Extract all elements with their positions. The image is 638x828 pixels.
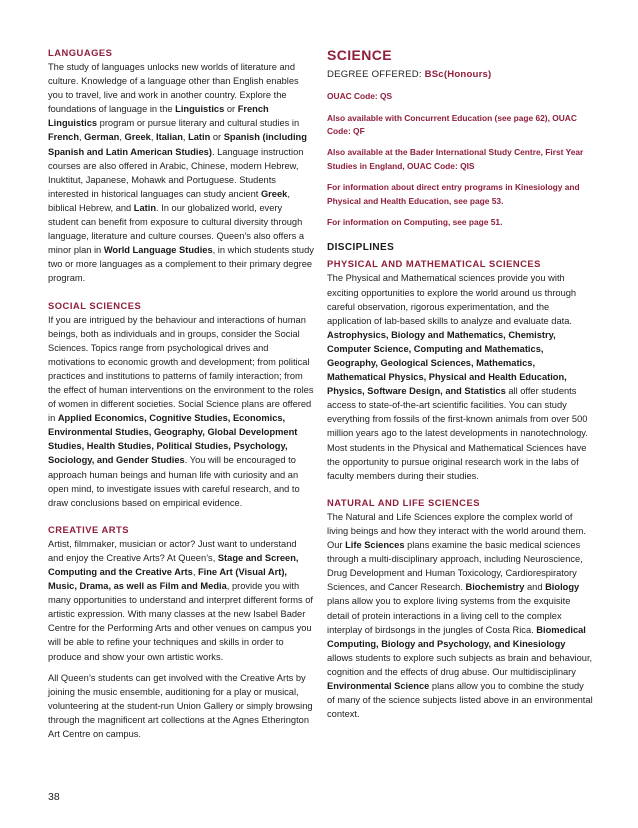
bold-term: Linguistics — [175, 104, 225, 115]
social-sciences-paragraph: If you are intrigued by the behaviour and interactions of human beings, both as individuals and in groups, consider the Social Sciences. Topics range from psychological drives and motivations to economic growth and development; from political practices and institutions to patterns of family interaction; from the effect of human interventions on the environment to the roles of women in different societies. Social Science plans are offered in Applied Economics, Cognitive Studies, Economics, Environmental Studies, Geography, Global Development Studies, Health Studies, Political Studies, Psychology, Sociology, and Gender Studies. You will be encouraged to approach human beings and human life with curiosity and an open mind, to investigate issues with careful research, and to draw conclusions based on empirical evidence. — [48, 314, 314, 508]
languages-paragraph: The study of languages unlocks new worlds of literature and culture. Knowledge of a language other than English enables you to travel, live and work in another country. Explore the foundations of language in the Linguistics or French Linguistics program or pursue literary and cultural studies in French, German, Greek, Italian, Latin or Spanish (including Spanish and Latin American Studies). Language instruction courses are also offered in Arabic, Chinese, modern Hebrew, Inuktitut, Japanese, Mohawk and Portuguese. Students interested in historical languages can study ancient Greek, biblical Hebrew, and Latin. In our globalized world, every student can benefit from exposure to cultural diversity through language, literature and culture courses. Queen’s also offers a minor plan in World Language Studies, in which students study two or more languages as a complement to their primary degree program. — [48, 62, 314, 284]
natural-sciences-heading: NATURAL AND LIFE SCIENCES — [327, 496, 480, 508]
bold-term: Latin — [133, 202, 157, 213]
languages-heading: LANGUAGES — [48, 47, 113, 58]
kinesiology-note: For information about direct entry programs in Kinesiology and Physical and Health Education, see page 53. — [327, 182, 580, 206]
bold-term: Applied Economics, Cognitive Studies, Economics, Environmental Studies, Geography, Global Development Studies, Health Studies, Political Studies, Psychology, Sociology, and Gender Studies — [48, 413, 298, 466]
creative-arts-heading: CREATIVE ARTS — [48, 523, 129, 535]
bold-term: Greek — [260, 188, 288, 199]
bold-term: French — [48, 132, 79, 143]
bader-centre-note: Also available at the Bader International Study Centre, First Year Studies in England, OUAC Code: QIS — [327, 147, 584, 171]
concurrent-education-note: Also available with Concurrent Education (see page 62), OUAC Code: QF — [327, 112, 577, 136]
bold-term: Fine Art (Visual Art), Music, Drama, as well as Film and Media — [48, 567, 288, 592]
bold-term: World Language Studies — [103, 245, 213, 256]
bold-term: Biochemistry — [465, 582, 525, 593]
bold-term: Spanish (including Spanish and Latin American Studies) — [48, 132, 307, 157]
degree-value: BSc(Honours) — [424, 69, 492, 80]
bold-term: Greek — [124, 132, 151, 143]
degree-offered — [327, 68, 593, 82]
right-column — [327, 46, 593, 721]
science-title: SCIENCE — [327, 47, 393, 63]
natural-sciences-paragraph: The Natural and Life Sciences explore the complex world of living beings and how they interact with the world around them. Our Life Sciences plans examine the basic medical sciences through a multi-disciplinary approach, including Neuroscience, Drug Development and Human Toxicology, Cardiorespiratory Sciences, and Cancer Research. Biochemistry and Biology plans allow you to explore living systems from the exquisite detail of protein interactions in a living cell to the complex interplay of birdsongs in the jungles of Costa Rica. Biomedical Computing, Biology and Psychology, and Kinesiology allows students to explore such subjects as brain and behaviour, cognition and the effects of drug abuse. Our multidisciplinary Environmental Science plans allow you to combine the study of many of the science subjects listed above in an environmental context. — [327, 511, 593, 720]
bold-term: Astrophysics, Biology and Mathematics, Chemistry, Computer Science, Computing and Mathematics, Geography, Geological Sciences, Mathematics, Mathematical Physics, Physical and Health Education, Physics, Software Design, and Statistics — [327, 329, 567, 397]
physical-sciences-paragraph: The Physical and Mathematical sciences provide you with exciting opportunities to explore the world around us through careful observation, rigorous experimentation, and the application of lab-based skills to analyze and evaluate data. Astrophysics, Biology and Mathematics, Chemistry, Computer Science, Computing and Mathematics, Geography, Geological Sciences, Mathematics, Mathematical Physics, Physical and Health Education, Physics, Software Design, and Statistics all offer students access to state-of-the-art scientific facilities. You can study everything from fossils of the first-known animals from over 500 million years ago to the latest developments in nanotechnology. Most students in the Physical and Mathematical Sciences have the opportunity to pursue original research work in the labs of faculty members during their studies. — [327, 273, 588, 481]
bold-term: German — [84, 132, 120, 143]
page-number: 38 — [48, 791, 60, 803]
degree-label: DEGREE OFFERED: — [327, 69, 425, 80]
bold-term: Life Sciences — [345, 540, 405, 551]
physical-sciences-heading: PHYSICAL AND MATHEMATICAL SCIENCES — [327, 258, 541, 270]
bold-term: Environmental Science — [327, 680, 430, 691]
computing-note: For information on Computing, see page 51. — [327, 216, 503, 227]
ouac-code-note: OUAC Code: QS — [327, 91, 393, 102]
social-sciences-heading: SOCIAL SCIENCES — [48, 299, 142, 311]
bold-term: Italian — [156, 132, 183, 143]
bold-term: Stage and Screen, Computing and the Creative Arts — [48, 552, 299, 577]
bold-term: Biology — [545, 582, 580, 593]
bold-term: Biomedical Computing, Biology and Psychology, and Kinesiology — [327, 624, 586, 649]
creative-arts-paragraph-2: All Queen’s students can get involved with the Creative Arts by joining the music ensemble, auditioning for a play or musical, volunteering at the student-run Union Gallery or simply browsing through the magnificent art collections at the Agnes Etherington Art Centre on campus. — [48, 672, 313, 740]
bold-term: French Linguistics — [48, 104, 269, 129]
left-column — [48, 46, 314, 741]
creative-arts-paragraph: Artist, filmmaker, musician or actor? Just want to understand and enjoy the Creative Arts? At Queen’s, Stage and Screen, Computing and the Creative Arts, Fine Art (Visual Art), Music, Drama, as well as Film and Media, provide you with many opportunities to understand and interpret different forms of artistic expression. With many classes at the new Isabel Bader Centre for the Performing Arts and other venues on campus you will be able to refine your techniques and skills in order to produce and show your own artistic works. — [48, 538, 313, 662]
disciplines-heading: DISCIPLINES — [327, 242, 395, 254]
bold-term: Latin — [188, 132, 211, 143]
